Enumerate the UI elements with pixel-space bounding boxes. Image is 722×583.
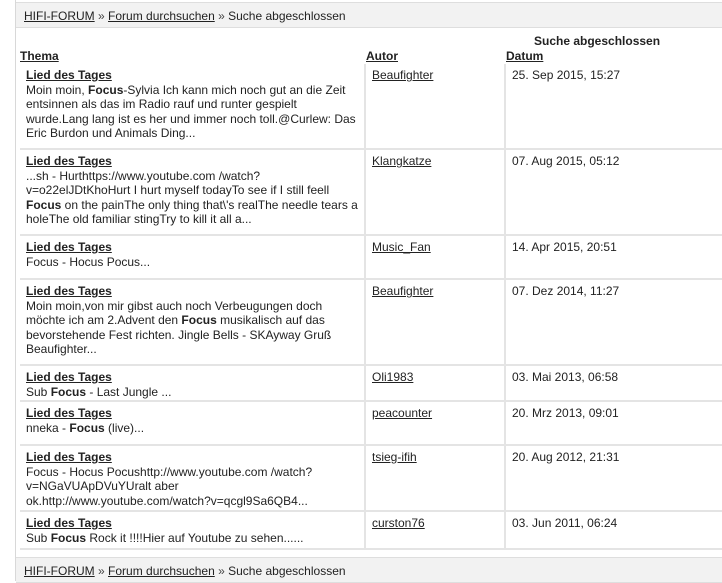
result-snippet: [26, 465, 312, 508]
table-row: [20, 402, 722, 446]
topic-link[interactable]: Lied des Tages: [26, 450, 112, 464]
author-link[interactable]: curston76: [372, 516, 425, 530]
highlight-term: Focus: [181, 313, 217, 328]
highlight-term: Focus: [69, 420, 105, 435]
highlight-term: Focus: [88, 82, 124, 97]
cell-thema: [20, 366, 366, 400]
breadcrumb-search-link[interactable]: Forum durchsuchen: [108, 9, 215, 23]
cell-thema: [20, 446, 366, 510]
snippet-text: on the painThe only thing that\'s realThe needle tears a holeThe old familiar stingTry to kill it all a...: [26, 197, 358, 227]
page-frame: [15, 0, 722, 581]
author-link[interactable]: peacounter: [372, 406, 433, 420]
breadcrumb-separator: »: [218, 9, 225, 23]
table-row: [20, 446, 722, 512]
cell-datum: [506, 446, 722, 510]
breadcrumb-separator: »: [218, 564, 225, 578]
cell-datum: [506, 64, 722, 148]
author-link[interactable]: Beaufighter: [372, 68, 434, 82]
author-link[interactable]: Oli1983: [372, 370, 414, 384]
breadcrumb-bottom: [16, 557, 722, 583]
cell-autor: [366, 236, 506, 278]
breadcrumb-search-link[interactable]: Forum durchsuchen: [108, 564, 215, 578]
column-header-autor[interactable]: Autor: [366, 49, 398, 63]
cell-autor: [366, 512, 506, 548]
author-link[interactable]: Beaufighter: [372, 284, 434, 298]
breadcrumb-separator: »: [98, 9, 105, 23]
cell-autor: [366, 280, 506, 364]
cell-thema: [20, 280, 366, 364]
snippet-text: - Last Jungle ...: [86, 384, 172, 399]
topic-link[interactable]: Lied des Tages: [26, 284, 112, 298]
result-snippet: [26, 531, 304, 545]
breadcrumb: [16, 2, 722, 28]
result-snippet: [26, 255, 150, 269]
table-row: [20, 236, 722, 280]
cell-thema: [20, 512, 366, 548]
snippet-text: (live)...: [104, 420, 145, 435]
author-link[interactable]: Music_Fan: [372, 240, 431, 254]
result-snippet: [26, 385, 171, 399]
snippet-text: Sub: [26, 530, 51, 545]
breadcrumb-home-link[interactable]: HIFI-FORUM: [24, 564, 95, 578]
snippet-text: Moin moin,: [26, 82, 89, 97]
post-date: 14. Apr 2015, 20:51: [512, 240, 617, 254]
breadcrumb-current: Suche abgeschlossen: [228, 9, 346, 23]
post-date: 07. Dez 2014, 11:27: [512, 284, 620, 298]
snippet-text: Focus - Hocus Pocushttp://www.youtube.com /watch?v=NGaVUApDVuYUralt aber ok.http://www.youtube.com/watch?v=qcgl9Sa6QB4...: [26, 464, 313, 508]
highlight-term: Focus: [50, 530, 87, 545]
cell-thema: [20, 150, 366, 234]
author-link[interactable]: tsieg-ifih: [372, 450, 417, 464]
topic-link[interactable]: Lied des Tages: [26, 370, 112, 384]
snippet-text: Sub: [26, 384, 51, 399]
cell-datum: [506, 280, 722, 364]
topic-link[interactable]: Lied des Tages: [26, 154, 112, 168]
snippet-text: -Sylvia Ich kann mich noch gut an die Zeit entsinnen als das im Radio rauf und runter gespielt wurde.Lang lang ist es her und immer noch toll.@Curlew: Das Eric Burdon und Animals Ding...: [26, 82, 356, 141]
breadcrumb-current: Suche abgeschlossen: [228, 564, 346, 578]
cell-thema: [20, 236, 366, 278]
result-snippet: [26, 421, 144, 435]
snippet-text: ...sh - Hurthttps://www.youtube.com /watch?v=o22elJDtKhoHurt I hurt myself todayTo see if I still feell: [26, 168, 330, 198]
breadcrumb-separator: »: [98, 564, 105, 578]
cell-autor: [366, 150, 506, 234]
cell-thema: [20, 402, 366, 444]
cell-datum: [506, 402, 722, 444]
results-title: Suche abgeschlossen: [534, 34, 661, 48]
column-header-thema[interactable]: Thema: [20, 49, 59, 63]
post-date: 03. Mai 2013, 06:58: [512, 370, 619, 384]
topic-link[interactable]: Lied des Tages: [26, 240, 112, 254]
table-row: [20, 512, 722, 550]
cell-datum: [506, 366, 722, 400]
snippet-text: musikalisch auf das bevorstehende Fest richten. Jingle Bells - SKAyway Gruß Beaufighter...: [26, 313, 332, 357]
post-date: 25. Sep 2015, 15:27: [512, 68, 621, 82]
table-row: [20, 150, 722, 236]
snippet-text: Focus - Hocus Pocus...: [26, 254, 151, 269]
cell-datum: [506, 150, 722, 234]
cell-autor: [366, 366, 506, 400]
topic-link[interactable]: Lied des Tages: [26, 406, 112, 420]
table-row: [20, 366, 722, 402]
column-header-datum[interactable]: Datum: [506, 49, 544, 63]
author-link[interactable]: Klangkatze: [372, 154, 432, 168]
highlight-term: Focus: [50, 384, 87, 399]
post-date: 07. Aug 2015, 05:12: [512, 154, 620, 168]
cell-thema: [20, 64, 366, 148]
cell-autor: [366, 64, 506, 148]
post-date: 20. Mrz 2013, 09:01: [512, 406, 619, 420]
breadcrumb-home-link[interactable]: HIFI-FORUM: [24, 9, 95, 23]
snippet-text: Moin moin,von mir gibst auch noch Verbeugungen doch möchte ich am 2.Advent den: [26, 298, 323, 328]
cell-autor: [366, 402, 506, 444]
table-row: [20, 64, 722, 150]
snippet-text: Rock it !!!!Hier auf Youtube zu sehen......: [86, 530, 304, 545]
topic-link[interactable]: Lied des Tages: [26, 68, 112, 82]
topic-link[interactable]: Lied des Tages: [26, 516, 112, 530]
table-row: [20, 280, 722, 366]
snippet-text: nneka -: [26, 420, 70, 435]
result-snippet: [26, 299, 331, 357]
cell-datum: [506, 512, 722, 548]
result-snippet: [26, 83, 356, 141]
post-date: 20. Aug 2012, 21:31: [512, 450, 620, 464]
cell-autor: [366, 446, 506, 510]
highlight-term: Focus: [26, 197, 62, 212]
result-snippet: [26, 169, 358, 227]
results-table: [20, 64, 722, 550]
post-date: 03. Jun 2011, 06:24: [512, 516, 618, 530]
cell-datum: [506, 236, 722, 278]
